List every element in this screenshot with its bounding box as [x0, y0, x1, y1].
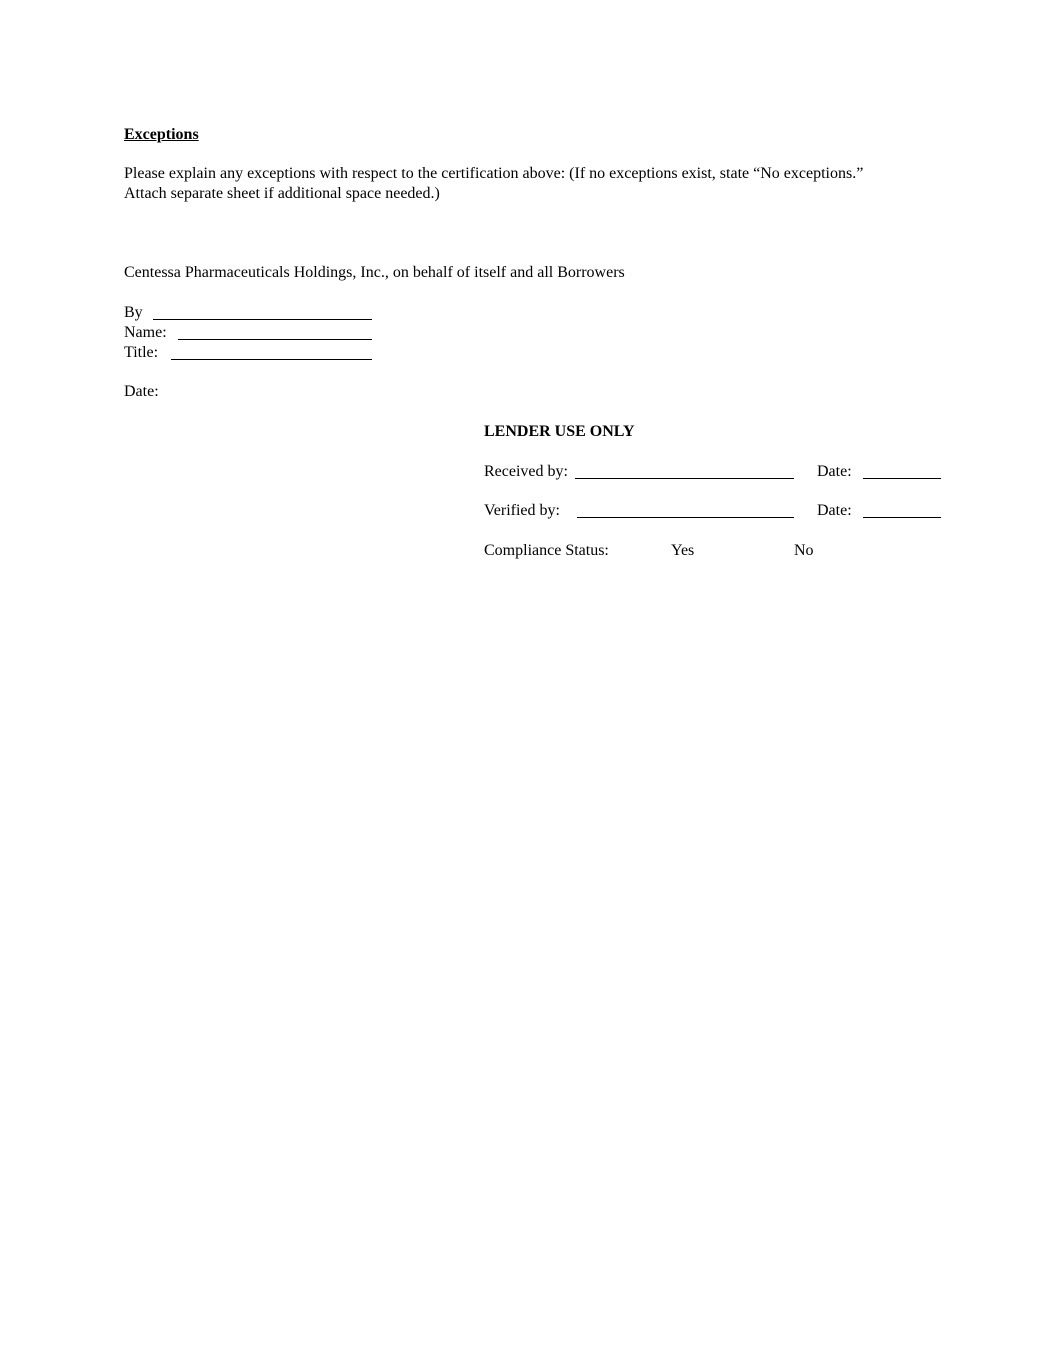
received-date-label: Date:	[817, 463, 852, 480]
company-name: Centessa Pharmaceuticals Holdings, Inc., on behalf of itself and all Borrowers	[124, 264, 625, 281]
verified-date-label: Date:	[817, 502, 852, 519]
verified-date-line[interactable]	[863, 517, 941, 518]
exceptions-heading: Exceptions	[124, 126, 199, 143]
exceptions-instruction-line2: Attach separate sheet if additional space needed.)	[124, 185, 440, 202]
received-by-label: Received by:	[484, 463, 568, 480]
received-by-line[interactable]	[575, 478, 794, 479]
received-date-line[interactable]	[863, 478, 941, 479]
name-field-line[interactable]	[178, 339, 372, 340]
by-label: By	[124, 304, 143, 321]
name-label: Name:	[124, 324, 167, 341]
exceptions-instruction-line1: Please explain any exceptions with respect to the certification above: (If no exceptions exist, state “No exceptions.”	[124, 165, 864, 182]
compliance-yes-option[interactable]: Yes	[671, 542, 695, 559]
by-signature-line[interactable]	[153, 319, 372, 320]
signature-date-label: Date:	[124, 383, 159, 400]
verified-by-label: Verified by:	[484, 502, 560, 519]
title-label: Title:	[124, 344, 159, 361]
compliance-no-option[interactable]: No	[794, 542, 814, 559]
title-field-line[interactable]	[171, 359, 372, 360]
compliance-status-label: Compliance Status:	[484, 542, 609, 559]
lender-use-only-heading: LENDER USE ONLY	[484, 423, 635, 440]
verified-by-line[interactable]	[577, 517, 794, 518]
